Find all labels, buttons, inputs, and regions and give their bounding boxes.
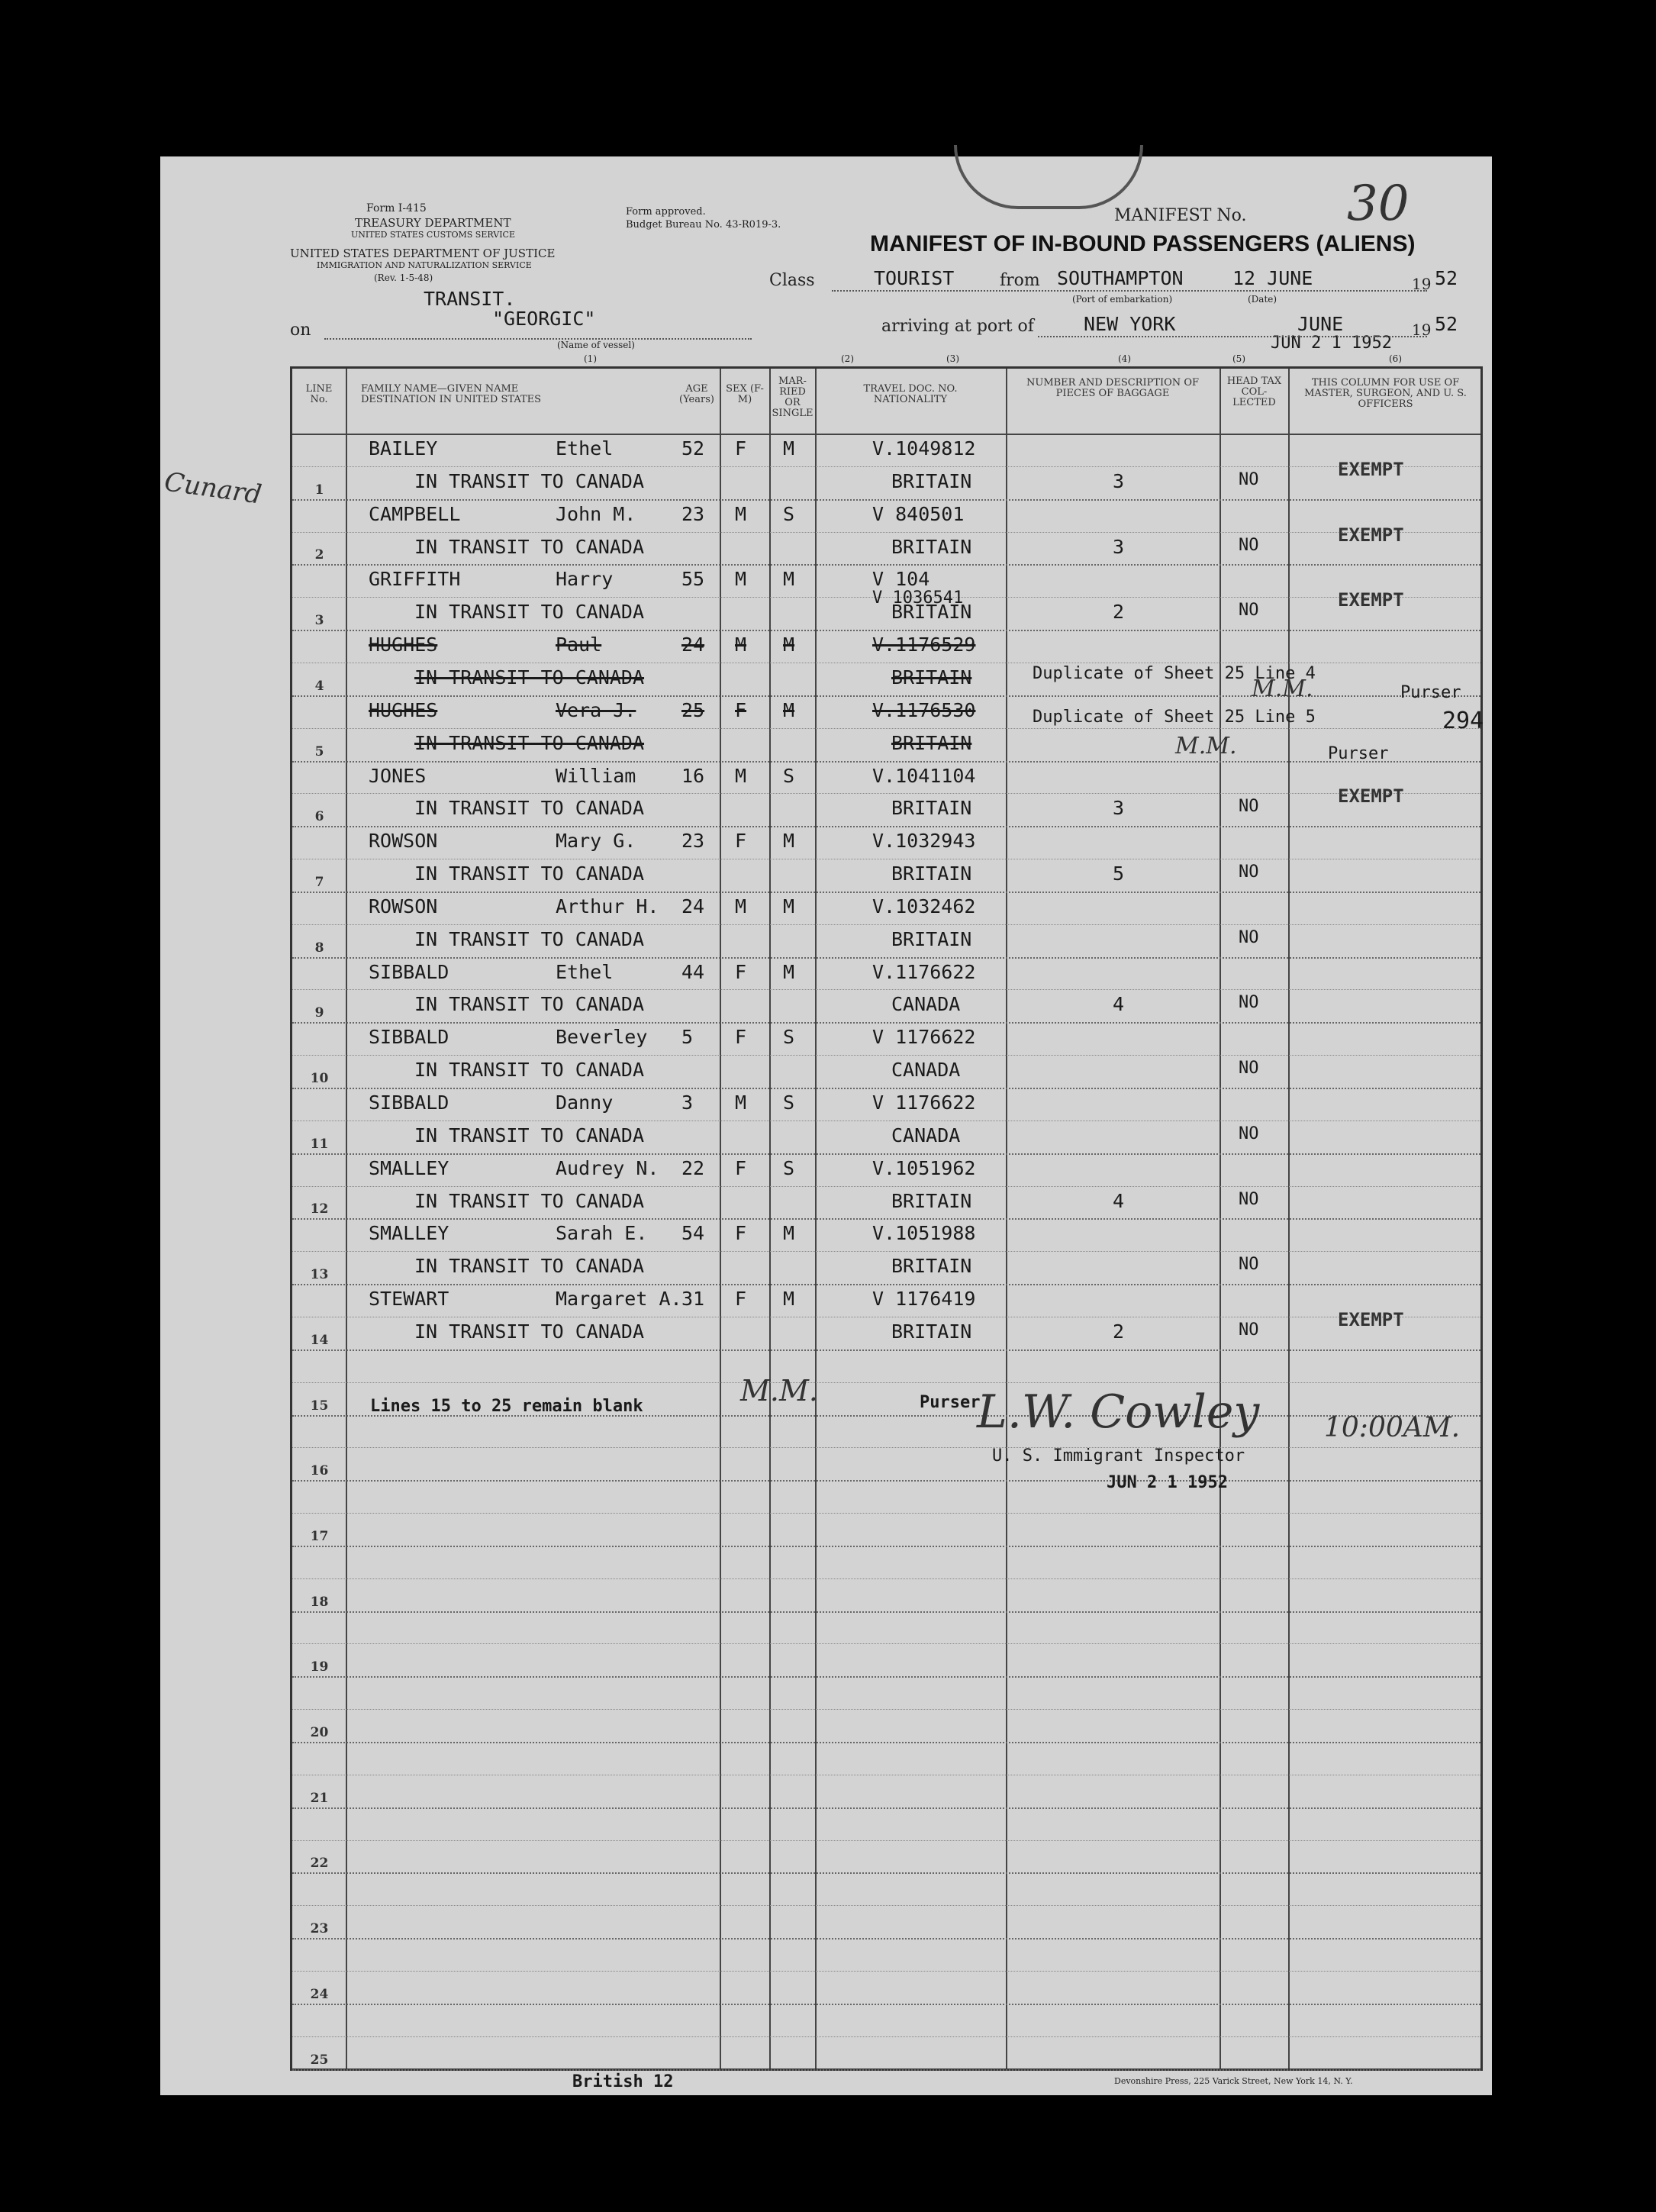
family-name: ROWSON — [369, 895, 438, 917]
line-number: 12 — [310, 1201, 329, 1217]
nationality: BRITAIN — [891, 469, 972, 492]
row-rule — [292, 630, 1480, 632]
family-name: SIBBALD — [369, 1091, 449, 1114]
inspector-signature: L.W. Cowley — [977, 1385, 1260, 1439]
nationality: BRITAIN — [891, 1189, 972, 1212]
destination: IN TRANSIT TO CANADA — [414, 535, 645, 558]
col-header-baggage: NUMBER AND DESCRIPTION OF PIECES OF BAGGAGE — [1026, 377, 1199, 399]
sex: M — [735, 895, 747, 917]
travel-doc: V.1176530 — [872, 698, 976, 721]
row-rule — [292, 564, 1480, 566]
marital-status: S — [783, 1156, 795, 1179]
travel-doc: V 840501 — [872, 502, 965, 525]
row-rule — [292, 1513, 1480, 1514]
transit-label: TRANSIT. — [424, 288, 516, 310]
manifest-title: MANIFEST OF IN-BOUND PASSENGERS (ALIENS) — [870, 231, 1416, 256]
row-rule — [292, 1022, 1480, 1024]
family-name: STEWART — [369, 1288, 449, 1311]
arrival-stamp: JUN 2 1 1952 — [1271, 334, 1392, 353]
row-rule — [292, 826, 1480, 828]
family-name: SIBBALD — [369, 960, 449, 983]
vessel-rule — [324, 338, 752, 340]
destination: IN TRANSIT TO CANADA — [414, 1189, 645, 1212]
travel-doc-2: V 1036541 — [872, 588, 964, 608]
destination: IN TRANSIT TO CANADA — [414, 469, 645, 492]
age: 31 — [681, 1288, 705, 1311]
nationality: BRITAIN — [891, 1320, 972, 1343]
row-rule — [292, 793, 1480, 795]
baggage-count: 2 — [1113, 1320, 1125, 1343]
col-num-3: (3) — [946, 353, 959, 364]
inspector-time: 10:00AM. — [1324, 1412, 1461, 1443]
line-number: 20 — [310, 1725, 329, 1740]
on-label: on — [290, 321, 311, 340]
line-number: 11 — [310, 1136, 329, 1152]
sex: F — [735, 1026, 747, 1049]
sex: M — [735, 568, 747, 591]
col-num-6: (6) — [1389, 353, 1402, 364]
row-rule — [292, 957, 1480, 959]
nationality: BRITAIN — [891, 1255, 972, 1278]
head-tax: NO — [1239, 469, 1259, 489]
baggage-count: 4 — [1113, 993, 1125, 1016]
line-number: 8 — [314, 940, 324, 956]
class-value: TOURIST — [874, 267, 955, 289]
family-name: SMALLEY — [369, 1222, 449, 1245]
marital-status: S — [783, 764, 795, 787]
line-number: 14 — [310, 1332, 329, 1348]
line-number: 17 — [310, 1528, 329, 1544]
travel-doc: V.1032462 — [872, 895, 976, 917]
purser-initials-2: M.M. — [1175, 733, 1237, 759]
year1: 52 — [1435, 267, 1458, 289]
given-name: Ethel — [556, 437, 614, 459]
year2: 52 — [1435, 313, 1458, 335]
purser-initials-1: M.M. — [1252, 676, 1313, 702]
travel-doc: V.1051962 — [872, 1156, 976, 1179]
row-rule — [292, 1447, 1480, 1449]
treasury-dept: TREASURY DEPARTMENT — [355, 216, 511, 230]
customs-service: UNITED STATES CUSTOMS SERVICE — [351, 230, 515, 240]
row-rule — [292, 728, 1480, 730]
given-name: Danny — [556, 1091, 614, 1114]
given-name: Ethel — [556, 960, 614, 983]
row-rule — [292, 892, 1480, 894]
given-name: William — [556, 764, 636, 787]
marital-status: M — [783, 437, 795, 459]
class-rule — [832, 290, 1427, 292]
duplicate-purser-1: Purser — [1400, 683, 1461, 702]
row-rule — [292, 1546, 1480, 1548]
nationality: CANADA — [891, 993, 961, 1016]
col-header-name: FAMILY NAME—GIVEN NAME DESTINATION IN UNITED STATES — [361, 383, 542, 405]
row-rule — [292, 1611, 1480, 1614]
duplicate-note-2: Duplicate of Sheet 25 Line 5 — [1033, 708, 1316, 727]
manifest-page — [160, 156, 1492, 2095]
sheet-annotation: 294 — [1442, 708, 1484, 734]
head-tax: NO — [1239, 1059, 1259, 1079]
row-rule — [292, 1676, 1480, 1678]
margin-note: Cunard — [162, 466, 264, 511]
sex: F — [735, 437, 747, 459]
travel-doc: V.1041104 — [872, 764, 976, 787]
age: 23 — [681, 830, 705, 853]
family-name: SMALLEY — [369, 1156, 449, 1179]
officer-note: EXEMPT — [1338, 524, 1404, 546]
sex: F — [735, 1222, 747, 1245]
footer-left: British 12 — [572, 2072, 674, 2091]
marital-status: M — [783, 895, 795, 917]
row-rule — [292, 1643, 1480, 1645]
sex: F — [735, 830, 747, 853]
line-number: 1 — [314, 482, 324, 498]
row-rule — [292, 2069, 1480, 2072]
col-header-officers: THIS COLUMN FOR USE OF MASTER, SURGEON, AND U. S. OFFICERS — [1304, 377, 1467, 410]
baggage-count: 3 — [1113, 535, 1125, 558]
given-name: Arthur H. — [556, 895, 659, 917]
col-num-4: (4) — [1118, 353, 1131, 364]
row-rule — [292, 1382, 1480, 1384]
given-name: Sarah E. — [556, 1222, 648, 1245]
sex: F — [735, 698, 747, 721]
duplicate-purser-2: Purser — [1328, 744, 1389, 763]
row-rule — [292, 1186, 1480, 1188]
line-number: 2 — [314, 547, 324, 563]
age: 52 — [681, 437, 705, 459]
inspector-label: U. S. Immigrant Inspector — [992, 1446, 1245, 1466]
marital-status: M — [783, 830, 795, 853]
col-num-5: (5) — [1232, 353, 1245, 364]
inspector-stamp: JUN 2 1 1952 — [1107, 1473, 1228, 1492]
head-tax: NO — [1239, 535, 1259, 555]
row-rule — [292, 1088, 1480, 1090]
head-tax: NO — [1239, 927, 1259, 947]
row-rule — [292, 1349, 1480, 1352]
head-tax: NO — [1239, 993, 1259, 1013]
line-number: 22 — [310, 1856, 329, 1872]
col-header-line: LINE No. — [305, 383, 333, 405]
line-number: 5 — [314, 743, 324, 759]
line-number: 4 — [314, 678, 324, 694]
officer-note: EXEMPT — [1338, 458, 1404, 480]
manifest-table — [290, 366, 1483, 2071]
row-rule — [292, 1055, 1480, 1056]
age: 5 — [681, 1026, 694, 1049]
baggage-count: 4 — [1113, 1189, 1125, 1212]
row-rule — [292, 1578, 1480, 1580]
destination: IN TRANSIT TO CANADA — [414, 927, 645, 950]
given-name: Margaret A. — [556, 1288, 682, 1311]
col-num-2: (2) — [841, 353, 854, 364]
given-name: Paul — [556, 634, 602, 656]
line-number: 21 — [310, 1790, 329, 1806]
marital-status: M — [783, 1222, 795, 1245]
manifest-no-label: MANIFEST No. — [1114, 206, 1247, 225]
col-header-sex: SEX (F-M) — [726, 383, 764, 405]
row-rule — [292, 1742, 1480, 1744]
duplicate-note-1: Duplicate of Sheet 25 Line 4 — [1033, 664, 1316, 683]
blank-purser: Purser — [920, 1393, 981, 1412]
travel-doc: V 1176622 — [872, 1091, 976, 1114]
age: 44 — [681, 960, 705, 983]
marital-status: S — [783, 1091, 795, 1114]
baggage-count: 3 — [1113, 797, 1125, 820]
given-name: John M. — [556, 502, 636, 525]
head-tax: NO — [1239, 1320, 1259, 1340]
age: 25 — [681, 698, 705, 721]
baggage-count: 5 — [1113, 863, 1125, 885]
head-tax: NO — [1239, 1255, 1259, 1275]
row-rule — [292, 1807, 1480, 1810]
nationality: BRITAIN — [891, 731, 972, 754]
row-rule — [292, 1872, 1480, 1875]
head-tax: NO — [1239, 797, 1259, 817]
family-name: GRIFFITH — [369, 568, 461, 591]
line-number: 13 — [310, 1267, 329, 1283]
sex: M — [735, 764, 747, 787]
row-rule — [292, 2004, 1480, 2006]
age: 24 — [681, 634, 705, 656]
given-name: Vera J. — [556, 698, 636, 721]
destination: IN TRANSIT TO CANADA — [414, 1320, 645, 1343]
head-tax: NO — [1239, 1124, 1259, 1143]
head-tax: NO — [1239, 1189, 1259, 1209]
blank-note: Lines 15 to 25 remain blank — [370, 1397, 643, 1416]
col-header-headtax: HEAD TAX COL-LECTED — [1226, 376, 1282, 408]
given-name: Mary G. — [556, 830, 636, 853]
line-number: 6 — [314, 809, 324, 825]
family-name: CAMPBELL — [369, 502, 461, 525]
year1-prefix: 19 — [1412, 275, 1432, 293]
justice-dept: UNITED STATES DEPARTMENT OF JUSTICE — [290, 247, 556, 260]
travel-doc: V.1049812 — [872, 437, 976, 459]
seal-stamp — [954, 145, 1143, 209]
arriving-label: arriving at port of — [881, 317, 1034, 336]
destination: IN TRANSIT TO CANADA — [414, 666, 645, 688]
line-number: 10 — [310, 1071, 329, 1086]
travel-doc: V.1032943 — [872, 830, 976, 853]
row-rule — [292, 1709, 1480, 1711]
family-name: ROWSON — [369, 830, 438, 853]
line-number: 18 — [310, 1594, 329, 1610]
row-rule — [292, 532, 1480, 534]
arrival-rule — [1038, 336, 1427, 337]
marital-status: M — [783, 698, 795, 721]
age: 54 — [681, 1222, 705, 1245]
row-rule — [292, 1218, 1480, 1220]
sex: F — [735, 960, 747, 983]
baggage-count: 2 — [1113, 601, 1125, 624]
row-rule — [292, 1480, 1480, 1482]
nationality: BRITAIN — [891, 797, 972, 820]
line-number: 3 — [314, 613, 324, 629]
officer-note: EXEMPT — [1338, 589, 1404, 611]
budget-bureau: Budget Bureau No. 43-R019-3. — [626, 219, 781, 231]
nationality: BRITAIN — [891, 863, 972, 885]
travel-doc: V.1176622 — [872, 960, 976, 983]
col-header-married: MAR-RIED OR SINGLE — [772, 376, 814, 419]
nationality: CANADA — [891, 1059, 961, 1082]
row-rule — [292, 1153, 1480, 1156]
line-number: 25 — [310, 2052, 329, 2068]
row-rule — [292, 499, 1480, 501]
age: 24 — [681, 895, 705, 917]
row-rule — [292, 1251, 1480, 1253]
destination: IN TRANSIT TO CANADA — [414, 993, 645, 1016]
row-rule — [292, 1971, 1480, 1972]
purser-signature: M.M. — [740, 1374, 818, 1407]
marital-status: M — [783, 634, 795, 656]
travel-doc: V 104 — [872, 568, 930, 591]
row-rule — [292, 1284, 1480, 1286]
rev-date: (Rev. 1-5-48) — [374, 272, 433, 283]
row-rule — [292, 466, 1480, 468]
sex: M — [735, 1091, 747, 1114]
head-tax: NO — [1239, 601, 1259, 621]
form-approved: Form approved. — [626, 206, 706, 218]
marital-status: S — [783, 1026, 795, 1049]
sail-date: 12 JUNE — [1232, 267, 1313, 289]
marital-status: S — [783, 502, 795, 525]
vessel-name: "GEORGIC" — [492, 308, 596, 330]
row-rule — [292, 989, 1480, 991]
row-rule — [292, 761, 1480, 763]
marital-status: M — [783, 960, 795, 983]
row-rule — [292, 1905, 1480, 1907]
row-rule — [292, 859, 1480, 860]
destination: IN TRANSIT TO CANADA — [414, 797, 645, 820]
ins-service: IMMIGRATION AND NATURALIZATION SERVICE — [317, 260, 532, 270]
sex: M — [735, 634, 747, 656]
marital-status: M — [783, 568, 795, 591]
family-name: SIBBALD — [369, 1026, 449, 1049]
sex: M — [735, 502, 747, 525]
sex: F — [735, 1156, 747, 1179]
footer-printer: Devonshire Press, 225 Varick Street, New York 14, N. Y. — [1114, 2076, 1353, 2086]
line-number: 15 — [310, 1398, 329, 1414]
destination: IN TRANSIT TO CANADA — [414, 601, 645, 624]
nationality: BRITAIN — [891, 666, 972, 688]
manifest-no: 30 — [1347, 176, 1410, 232]
age: 55 — [681, 568, 705, 591]
port-embark-label: (Port of embarkation) — [1072, 294, 1173, 305]
line-number: 19 — [310, 1659, 329, 1675]
officer-note: EXEMPT — [1338, 1308, 1404, 1330]
row-rule — [292, 924, 1480, 926]
nationality: BRITAIN — [891, 927, 972, 950]
header-rule — [292, 434, 1480, 436]
age: 16 — [681, 764, 705, 787]
arrival-port: NEW YORK — [1084, 313, 1176, 335]
vessel-label: (Name of vessel) — [557, 340, 635, 350]
travel-doc: V.1051988 — [872, 1222, 976, 1245]
line-number: 9 — [314, 1005, 324, 1021]
line-number: 23 — [310, 1921, 329, 1937]
from-label: from — [1000, 271, 1040, 290]
age: 23 — [681, 502, 705, 525]
year2-prefix: 19 — [1412, 321, 1432, 339]
age: 22 — [681, 1156, 705, 1179]
destination: IN TRANSIT TO CANADA — [414, 1059, 645, 1082]
family-name: BAILEY — [369, 437, 438, 459]
line-number: 16 — [310, 1463, 329, 1479]
class-label: Class — [769, 271, 815, 290]
given-name: Audrey N. — [556, 1156, 659, 1179]
line-number: 24 — [310, 1986, 329, 2002]
destination: IN TRANSIT TO CANADA — [414, 1255, 645, 1278]
col-header-travel: TRAVEL DOC. NO. NATIONALITY — [863, 383, 958, 405]
arrival-month: JUNE — [1297, 313, 1344, 335]
age: 3 — [681, 1091, 694, 1114]
family-name: JONES — [369, 764, 427, 787]
col-header-age: AGE (Years) — [679, 383, 714, 405]
nationality: CANADA — [891, 1124, 961, 1146]
port-embarkation: SOUTHAMPTON — [1057, 267, 1184, 289]
row-rule — [292, 1938, 1480, 1940]
head-tax: NO — [1239, 863, 1259, 882]
family-name: HUGHES — [369, 698, 438, 721]
date-label: (Date) — [1248, 294, 1277, 305]
given-name: Beverley — [556, 1026, 648, 1049]
row-rule — [292, 1317, 1480, 1318]
destination: IN TRANSIT TO CANADA — [414, 1124, 645, 1146]
row-rule — [292, 2036, 1480, 2038]
travel-doc: V 1176419 — [872, 1288, 976, 1311]
given-name: Harry — [556, 568, 614, 591]
travel-doc: V.1176529 — [872, 634, 976, 656]
marital-status: M — [783, 1288, 795, 1311]
line-number: 7 — [314, 874, 324, 890]
family-name: HUGHES — [369, 634, 438, 656]
destination: IN TRANSIT TO CANADA — [414, 731, 645, 754]
row-rule — [292, 1775, 1480, 1776]
officer-note: EXEMPT — [1338, 785, 1404, 808]
baggage-count: 3 — [1113, 469, 1125, 492]
col-num-1: (1) — [584, 353, 597, 364]
form-number: Form I-415 — [366, 202, 427, 214]
sex: F — [735, 1288, 747, 1311]
travel-doc: V 1176622 — [872, 1026, 976, 1049]
nationality: BRITAIN — [891, 601, 972, 624]
nationality: BRITAIN — [891, 535, 972, 558]
row-rule — [292, 1840, 1480, 1842]
destination: IN TRANSIT TO CANADA — [414, 863, 645, 885]
row-rule — [292, 1121, 1480, 1122]
